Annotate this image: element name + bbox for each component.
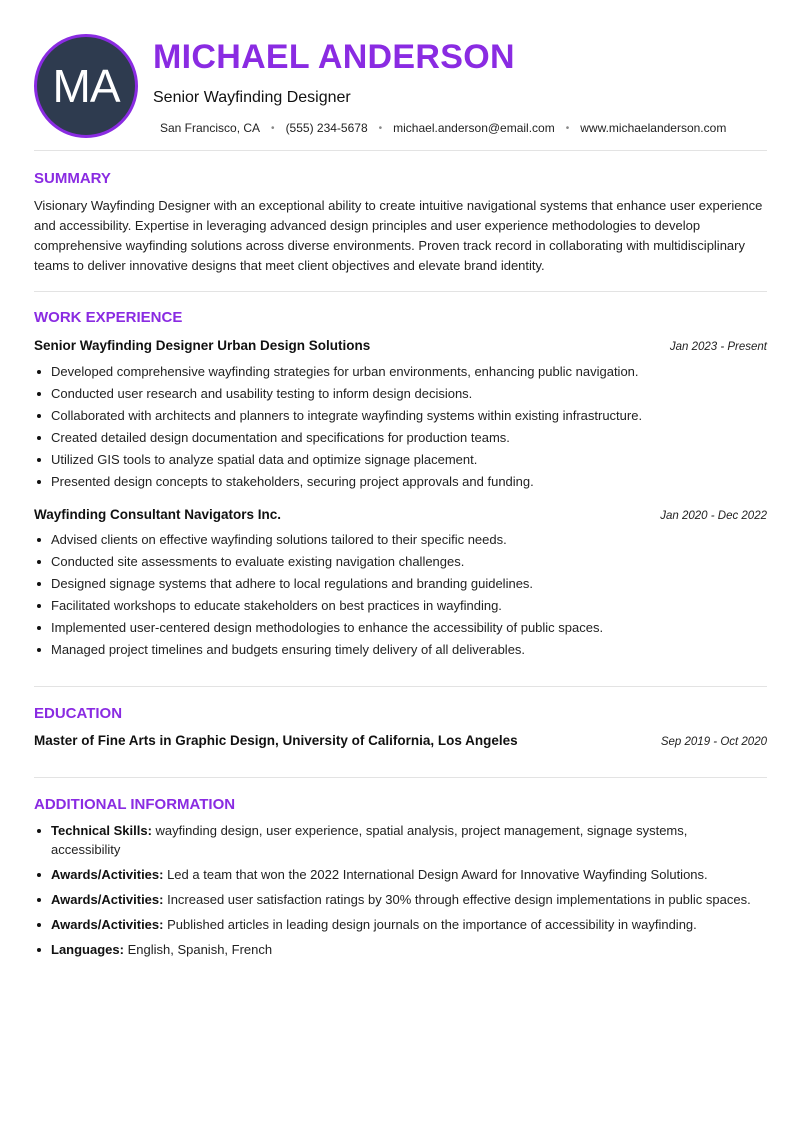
job-header	[34, 507, 767, 522]
list-item: Managed project timelines and budgets ensuring timely delivery of all deliverables.	[34, 640, 754, 659]
list-item: Utilized GIS tools to analyze spatial data and optimize signage placement.	[34, 450, 754, 469]
job-header	[34, 338, 767, 353]
list-item	[34, 915, 754, 934]
contact-website[interactable]: www.michaelanderson.com	[580, 121, 727, 135]
degree: Master of Fine Arts in Graphic Design, University of California, Los Angeles	[34, 733, 518, 748]
summary-text: Visionary Wayfinding Designer with an exceptional ability to create intuitive navigational systems that enhance user experience and accessibility. Expertise in leveraging advanced design principles and user experience methodologies to develop comprehensive wayfinding solutions across diverse environments. Proven track record in collaborating with multidisciplinary teams to deliver innovative designs that meet client objectives and elevate brand identity.	[34, 198, 763, 273]
job-bullets	[34, 362, 754, 494]
job-bullets	[34, 530, 754, 662]
list-item: Collaborated with architects and planners to integrate wayfinding systems within existing infrastructure.	[34, 406, 754, 425]
item-label: Technical Skills:	[51, 823, 152, 838]
list-item: Advised clients on effective wayfinding solutions tailored to their specific needs.	[34, 530, 754, 549]
candidate-title: Senior Wayfinding Designer	[153, 89, 351, 106]
contact-email[interactable]: michael.anderson@email.com	[393, 121, 555, 135]
divider	[34, 777, 767, 778]
item-text: English, Spanish, French	[123, 942, 273, 957]
job-title: Wayfinding Consultant Navigators Inc.	[34, 507, 282, 522]
item-label: Languages:	[51, 942, 124, 957]
job-dates: Jan 2023 - Present	[669, 341, 767, 353]
item-label: Awards/Activities:	[51, 867, 164, 882]
work-experience-heading: WORK EXPERIENCE	[34, 309, 183, 326]
item-label: Awards/Activities:	[51, 892, 164, 907]
item-text: wayfinding design, user experience, spatial analysis, project management, signage systems, accessibility	[51, 823, 688, 857]
list-item: Developed comprehensive wayfinding strategies for urban environments, enhancing public navigation.	[34, 362, 754, 381]
list-item: Implemented user-centered design methodologies to enhance the accessibility of public spaces.	[34, 618, 754, 637]
list-item: Facilitated workshops to educate stakeholders on best practices in wayfinding.	[34, 596, 754, 615]
contact-location: San Francisco, CA	[160, 121, 261, 135]
list-item: Designed signage systems that adhere to local regulations and branding guidelines.	[34, 574, 754, 593]
candidate-name: MICHAEL ANDERSON	[153, 38, 515, 76]
job-title: Senior Wayfinding Designer Urban Design Solutions	[34, 338, 371, 353]
item-text: Increased user satisfaction ratings by 30% through effective design implementations in public spaces.	[163, 892, 751, 907]
list-item	[34, 940, 754, 959]
summary-heading: SUMMARY	[34, 170, 111, 187]
separator-dot: •	[565, 122, 570, 134]
list-item: Presented design concepts to stakeholders, securing project approvals and funding.	[34, 472, 754, 491]
job-dates: Jan 2020 - Dec 2022	[660, 510, 767, 522]
list-item	[34, 821, 754, 859]
list-item: Conducted site assessments to evaluate existing navigation challenges.	[34, 552, 754, 571]
list-item: Conducted user research and usability testing to inform design decisions.	[34, 384, 754, 403]
contact-line	[160, 121, 726, 135]
list-item	[34, 890, 754, 909]
additional-info-list	[34, 821, 754, 965]
list-item	[34, 865, 754, 884]
separator-dot: •	[378, 122, 383, 134]
separator-dot: •	[271, 122, 275, 134]
education-entry	[34, 733, 767, 748]
education-dates: Sep 2019 - Oct 2020	[660, 736, 767, 748]
list-item: Created detailed design documentation and specifications for production teams.	[34, 428, 754, 447]
additional-info-heading: ADDITIONAL INFORMATION	[34, 796, 236, 813]
avatar-initials: MA	[34, 34, 138, 138]
divider	[34, 291, 767, 292]
item-text: Published articles in leading design journals on the importance of accessibility in wayfinding.	[163, 917, 697, 932]
education-heading: EDUCATION	[34, 705, 123, 722]
divider	[34, 686, 767, 687]
item-text: Led a team that won the 2022 International Design Award for Innovative Wayfinding Solutions.	[163, 867, 708, 882]
contact-phone[interactable]: (555) 234-5678	[285, 121, 368, 135]
divider	[34, 150, 767, 151]
item-label: Awards/Activities:	[51, 917, 164, 932]
